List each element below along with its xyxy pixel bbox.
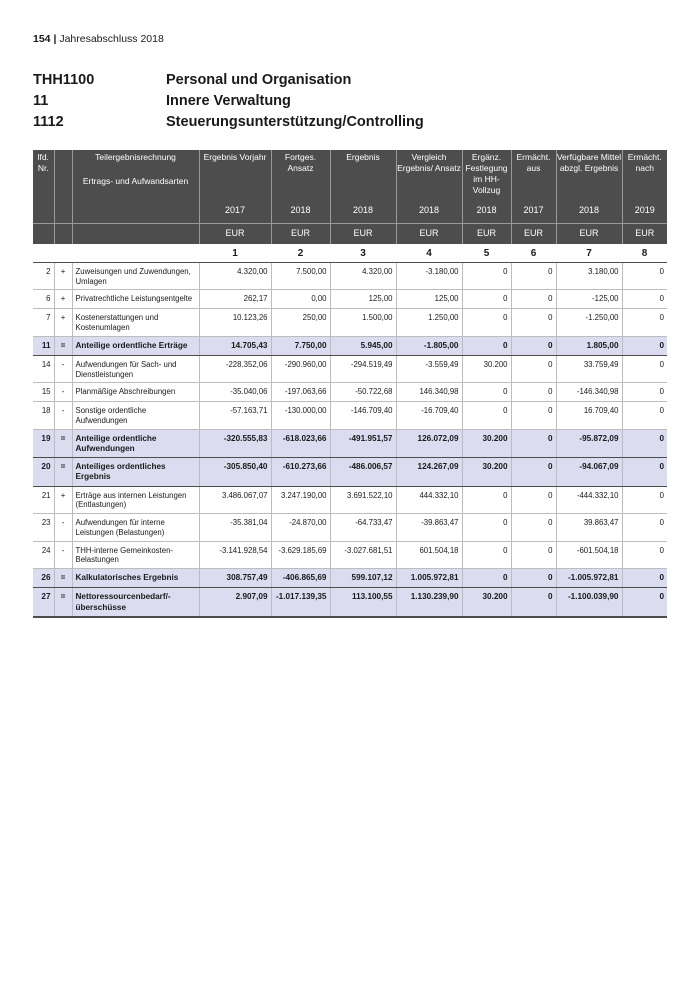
column-number: 7 bbox=[556, 244, 622, 263]
header-col-3: Ergebnis bbox=[330, 150, 396, 199]
row-value-col-7: -95.872,09 bbox=[556, 429, 622, 458]
row-value-col-4: -1.805,00 bbox=[396, 336, 462, 355]
table-row bbox=[33, 355, 667, 382]
row-value-col-4: 126.072,09 bbox=[396, 429, 462, 458]
row-value-col-4: 444.332,10 bbox=[396, 486, 462, 513]
title-name: Innere Verwaltung bbox=[166, 93, 291, 109]
budget-table bbox=[33, 150, 667, 618]
row-value-col-3: 4.320,00 bbox=[330, 263, 396, 290]
row-value-col-1: -35.381,04 bbox=[199, 514, 271, 541]
header-col-4: Vergleich Ergebnis/ Ansatz bbox=[396, 150, 462, 199]
header-empty bbox=[54, 224, 72, 245]
row-value-col-2: 7.750,00 bbox=[271, 336, 330, 355]
row-value-col-5: 0 bbox=[462, 309, 511, 336]
row-sign: = bbox=[54, 569, 72, 588]
row-value-col-7: 1.805,00 bbox=[556, 336, 622, 355]
header-unit: EUR bbox=[271, 224, 330, 245]
row-value-col-1: 2.907,09 bbox=[199, 588, 271, 617]
header-year: 2018 bbox=[462, 199, 511, 224]
row-value-col-1: 10.123,26 bbox=[199, 309, 271, 336]
row-value-col-3: 113.100,55 bbox=[330, 588, 396, 617]
row-value-col-3: -491.951,57 bbox=[330, 429, 396, 458]
row-value-col-6: 0 bbox=[511, 309, 556, 336]
header-years-row bbox=[33, 199, 667, 224]
row-value-col-5: 0 bbox=[462, 290, 511, 309]
row-value-col-2: 7.500,00 bbox=[271, 263, 330, 290]
title-row bbox=[33, 93, 673, 114]
section-titles bbox=[33, 72, 673, 135]
row-value-col-2: -24.870,00 bbox=[271, 514, 330, 541]
row-number: 21 bbox=[33, 486, 54, 513]
table-row bbox=[33, 309, 667, 336]
row-value-col-5: 0 bbox=[462, 263, 511, 290]
budget-table-body bbox=[33, 244, 667, 617]
row-sign: + bbox=[54, 290, 72, 309]
row-value-col-7: 3.180,00 bbox=[556, 263, 622, 290]
running-head bbox=[33, 33, 164, 45]
title-code: THH1100 bbox=[33, 72, 95, 88]
row-number: 15 bbox=[33, 383, 54, 402]
row-value-col-8: 0 bbox=[622, 486, 667, 513]
row-value-col-5: 30.200 bbox=[462, 355, 511, 382]
column-number-empty bbox=[33, 244, 54, 263]
header-unit: EUR bbox=[622, 224, 667, 245]
header-teilergebnisrechnung bbox=[72, 150, 199, 199]
row-value-col-8: 0 bbox=[622, 569, 667, 588]
row-value-col-4: -3.180,00 bbox=[396, 263, 462, 290]
row-label: Planmäßige Abschreibungen bbox=[72, 383, 199, 402]
title-name: Personal und Organisation bbox=[166, 72, 352, 88]
row-value-col-5: 0 bbox=[462, 514, 511, 541]
row-value-col-7: 33.759,49 bbox=[556, 355, 622, 382]
row-label: Anteiliges ordentliches Ergebnis bbox=[72, 458, 199, 487]
row-value-col-8: 0 bbox=[622, 514, 667, 541]
row-value-col-2: -406.865,69 bbox=[271, 569, 330, 588]
row-value-col-2: -618.023,66 bbox=[271, 429, 330, 458]
row-number: 20 bbox=[33, 458, 54, 487]
running-head-text: Jahresabschluss 2018 bbox=[59, 33, 164, 45]
row-value-col-4: 1.250,00 bbox=[396, 309, 462, 336]
row-label: Sonstige ordentliche Aufwendungen bbox=[72, 402, 199, 429]
title-row bbox=[33, 114, 673, 135]
row-value-col-5: 0 bbox=[462, 336, 511, 355]
header-units-row bbox=[33, 224, 667, 245]
row-number: 26 bbox=[33, 569, 54, 588]
row-sign: - bbox=[54, 402, 72, 429]
table-row bbox=[33, 541, 667, 568]
row-value-col-5: 0 bbox=[462, 402, 511, 429]
table-row bbox=[33, 402, 667, 429]
row-number: 18 bbox=[33, 402, 54, 429]
row-sign: + bbox=[54, 486, 72, 513]
header-sign-col bbox=[54, 150, 72, 199]
row-value-col-7: -94.067,09 bbox=[556, 458, 622, 487]
row-number: 19 bbox=[33, 429, 54, 458]
row-value-col-8: 0 bbox=[622, 263, 667, 290]
row-value-col-8: 0 bbox=[622, 336, 667, 355]
row-number: 14 bbox=[33, 355, 54, 382]
row-value-col-6: 0 bbox=[511, 402, 556, 429]
row-number: 24 bbox=[33, 541, 54, 568]
row-value-col-7: -1.250,00 bbox=[556, 309, 622, 336]
row-value-col-3: -146.709,40 bbox=[330, 402, 396, 429]
row-value-col-1: 308.757,49 bbox=[199, 569, 271, 588]
row-label: Kalkulatorisches Ergebnis bbox=[72, 569, 199, 588]
row-sign: - bbox=[54, 355, 72, 382]
row-value-col-3: -64.733,47 bbox=[330, 514, 396, 541]
row-number: 2 bbox=[33, 263, 54, 290]
row-value-col-6: 0 bbox=[511, 263, 556, 290]
table-row bbox=[33, 486, 667, 513]
table-sum-row bbox=[33, 336, 667, 355]
header-year: 2018 bbox=[556, 199, 622, 224]
header-unit: EUR bbox=[396, 224, 462, 245]
row-value-col-7: -1.005.972,81 bbox=[556, 569, 622, 588]
row-value-col-3: 5.945,00 bbox=[330, 336, 396, 355]
row-value-col-1: -57.163,71 bbox=[199, 402, 271, 429]
row-value-col-8: 0 bbox=[622, 588, 667, 617]
row-value-col-3: -486.006,57 bbox=[330, 458, 396, 487]
row-value-col-3: 1.500,00 bbox=[330, 309, 396, 336]
row-value-col-5: 0 bbox=[462, 541, 511, 568]
table-sum-row bbox=[33, 458, 667, 487]
row-label: Zuweisungen und Zuwendungen, Umlagen bbox=[72, 263, 199, 290]
row-value-col-5: 0 bbox=[462, 383, 511, 402]
row-label: Aufwendungen für interne Leistungen (Belastungen) bbox=[72, 514, 199, 541]
row-value-col-4: 601.504,18 bbox=[396, 541, 462, 568]
header-empty bbox=[54, 199, 72, 224]
row-number: 6 bbox=[33, 290, 54, 309]
table-row bbox=[33, 383, 667, 402]
column-number: 2 bbox=[271, 244, 330, 263]
column-number: 6 bbox=[511, 244, 556, 263]
row-value-col-8: 0 bbox=[622, 429, 667, 458]
header-col-5: Ergänz. Festlegung im HH-Vollzug bbox=[462, 150, 511, 199]
title-code: 11 bbox=[33, 93, 49, 109]
row-value-col-3: 599.107,12 bbox=[330, 569, 396, 588]
row-sign: + bbox=[54, 263, 72, 290]
row-value-col-6: 0 bbox=[511, 290, 556, 309]
running-head-separator: | bbox=[53, 33, 57, 45]
header-unit: EUR bbox=[199, 224, 271, 245]
row-value-col-4: 124.267,09 bbox=[396, 458, 462, 487]
row-number: 27 bbox=[33, 588, 54, 617]
row-value-col-8: 0 bbox=[622, 309, 667, 336]
row-value-col-1: 4.320,00 bbox=[199, 263, 271, 290]
title-row bbox=[33, 72, 673, 93]
header-teilergebnis-label: Teilergebnisrechnung bbox=[95, 152, 176, 162]
row-value-col-6: 0 bbox=[511, 429, 556, 458]
row-value-col-7: 16.709,40 bbox=[556, 402, 622, 429]
row-value-col-8: 0 bbox=[622, 290, 667, 309]
header-unit: EUR bbox=[330, 224, 396, 245]
header-col-1: Ergebnis Vorjahr bbox=[199, 150, 271, 199]
row-value-col-4: -39.863,47 bbox=[396, 514, 462, 541]
row-value-col-2: 250,00 bbox=[271, 309, 330, 336]
row-value-col-2: -197.063,66 bbox=[271, 383, 330, 402]
row-value-col-7: -601.504,18 bbox=[556, 541, 622, 568]
row-sign: = bbox=[54, 458, 72, 487]
row-value-col-6: 0 bbox=[511, 588, 556, 617]
header-unit: EUR bbox=[511, 224, 556, 245]
row-value-col-1: 3.486.067,07 bbox=[199, 486, 271, 513]
row-value-col-3: -294.519,49 bbox=[330, 355, 396, 382]
row-number: 7 bbox=[33, 309, 54, 336]
row-sign: = bbox=[54, 588, 72, 617]
row-value-col-1: -228.352,06 bbox=[199, 355, 271, 382]
header-unit: EUR bbox=[556, 224, 622, 245]
page-number: 154 bbox=[33, 33, 51, 45]
table-sum-row bbox=[33, 569, 667, 588]
row-value-col-6: 0 bbox=[511, 486, 556, 513]
header-year: 2017 bbox=[511, 199, 556, 224]
row-value-col-6: 0 bbox=[511, 336, 556, 355]
row-label: Privatrechtliche Leistungsentgelte bbox=[72, 290, 199, 309]
row-value-col-1: -35.040,06 bbox=[199, 383, 271, 402]
header-col-8: Ermächt. nach bbox=[622, 150, 667, 199]
row-value-col-4: 1.130.239,90 bbox=[396, 588, 462, 617]
row-value-col-6: 0 bbox=[511, 569, 556, 588]
row-value-col-1: 14.705,43 bbox=[199, 336, 271, 355]
row-sign: - bbox=[54, 383, 72, 402]
row-sign: = bbox=[54, 429, 72, 458]
row-sign: + bbox=[54, 309, 72, 336]
table-row bbox=[33, 290, 667, 309]
table-sum-row bbox=[33, 429, 667, 458]
row-label: Aufwendungen für Sach- und Dienstleistungen bbox=[72, 355, 199, 382]
row-label: THH-interne Gemeinkosten-Belastungen bbox=[72, 541, 199, 568]
row-value-col-8: 0 bbox=[622, 355, 667, 382]
table-row bbox=[33, 514, 667, 541]
row-value-col-8: 0 bbox=[622, 541, 667, 568]
row-label: Erträge aus internen Leistungen (Entlastungen) bbox=[72, 486, 199, 513]
header-col-6: Ermächt. aus bbox=[511, 150, 556, 199]
row-value-col-5: 30.200 bbox=[462, 429, 511, 458]
row-value-col-1: -305.850,40 bbox=[199, 458, 271, 487]
header-year: 2018 bbox=[396, 199, 462, 224]
row-value-col-6: 0 bbox=[511, 541, 556, 568]
header-ertrags-label: Ertrags- und Aufwandsarten bbox=[82, 176, 189, 187]
row-value-col-7: -444.332,10 bbox=[556, 486, 622, 513]
row-value-col-7: 39.863,47 bbox=[556, 514, 622, 541]
row-sign: = bbox=[54, 336, 72, 355]
row-value-col-3: -3.027.681,51 bbox=[330, 541, 396, 568]
row-label: Kostenerstattungen und Kostenumlagen bbox=[72, 309, 199, 336]
header-empty bbox=[33, 199, 54, 224]
row-label: Nettoressourcenbedarf/-überschüsse bbox=[72, 588, 199, 617]
row-number: 23 bbox=[33, 514, 54, 541]
row-value-col-6: 0 bbox=[511, 383, 556, 402]
column-number: 1 bbox=[199, 244, 271, 263]
row-value-col-2: -1.017.139,35 bbox=[271, 588, 330, 617]
header-lfd-nr: lfd. Nr. bbox=[33, 150, 54, 199]
column-number: 8 bbox=[622, 244, 667, 263]
header-col-2: Fortges. Ansatz bbox=[271, 150, 330, 199]
row-value-col-7: -146.340,98 bbox=[556, 383, 622, 402]
row-value-col-3: 125,00 bbox=[330, 290, 396, 309]
row-value-col-2: 3.247.190,00 bbox=[271, 486, 330, 513]
row-value-col-5: 0 bbox=[462, 486, 511, 513]
header-empty bbox=[72, 224, 199, 245]
row-value-col-8: 0 bbox=[622, 383, 667, 402]
row-label: Anteilige ordentliche Erträge bbox=[72, 336, 199, 355]
header-year: 2019 bbox=[622, 199, 667, 224]
row-value-col-6: 0 bbox=[511, 355, 556, 382]
row-value-col-3: 3.691.522,10 bbox=[330, 486, 396, 513]
row-sign: - bbox=[54, 514, 72, 541]
column-number: 3 bbox=[330, 244, 396, 263]
row-value-col-6: 0 bbox=[511, 458, 556, 487]
row-value-col-1: -3.141.928,54 bbox=[199, 541, 271, 568]
row-value-col-7: -1.100.039,90 bbox=[556, 588, 622, 617]
title-code: 1112 bbox=[33, 114, 64, 130]
header-year: 2018 bbox=[271, 199, 330, 224]
row-value-col-6: 0 bbox=[511, 514, 556, 541]
header-year: 2017 bbox=[199, 199, 271, 224]
row-value-col-7: -125,00 bbox=[556, 290, 622, 309]
row-value-col-5: 0 bbox=[462, 569, 511, 588]
header-empty bbox=[33, 224, 54, 245]
header-empty bbox=[72, 199, 199, 224]
row-value-col-8: 0 bbox=[622, 402, 667, 429]
row-value-col-2: 0,00 bbox=[271, 290, 330, 309]
row-value-col-4: -16.709,40 bbox=[396, 402, 462, 429]
row-value-col-4: 1.005.972,81 bbox=[396, 569, 462, 588]
row-value-col-5: 30.200 bbox=[462, 588, 511, 617]
row-sign: - bbox=[54, 541, 72, 568]
column-numbers-row bbox=[33, 244, 667, 263]
table-sum-row bbox=[33, 588, 667, 617]
column-number-empty bbox=[54, 244, 72, 263]
row-value-col-4: -3.559,49 bbox=[396, 355, 462, 382]
row-label: Anteilige ordentliche Aufwendungen bbox=[72, 429, 199, 458]
row-value-col-3: -50.722,68 bbox=[330, 383, 396, 402]
title-name: Steuerungsunterstützung/Controlling bbox=[166, 114, 424, 130]
row-value-col-5: 30.200 bbox=[462, 458, 511, 487]
row-value-col-4: 146.340,98 bbox=[396, 383, 462, 402]
row-value-col-2: -130.000,00 bbox=[271, 402, 330, 429]
header-labels-row bbox=[33, 150, 667, 199]
header-unit: EUR bbox=[462, 224, 511, 245]
row-value-col-2: -290.960,00 bbox=[271, 355, 330, 382]
column-number: 5 bbox=[462, 244, 511, 263]
column-number: 4 bbox=[396, 244, 462, 263]
column-number-empty bbox=[72, 244, 199, 263]
row-number: 11 bbox=[33, 336, 54, 355]
table-row bbox=[33, 263, 667, 290]
row-value-col-4: 125,00 bbox=[396, 290, 462, 309]
row-value-col-8: 0 bbox=[622, 458, 667, 487]
header-year: 2018 bbox=[330, 199, 396, 224]
row-value-col-1: 262,17 bbox=[199, 290, 271, 309]
row-value-col-2: -610.273,66 bbox=[271, 458, 330, 487]
header-col-7: Verfügbare Mittel abzgl. Ergebnis bbox=[556, 150, 622, 199]
row-value-col-1: -320.555,83 bbox=[199, 429, 271, 458]
row-value-col-2: -3.629.185,69 bbox=[271, 541, 330, 568]
